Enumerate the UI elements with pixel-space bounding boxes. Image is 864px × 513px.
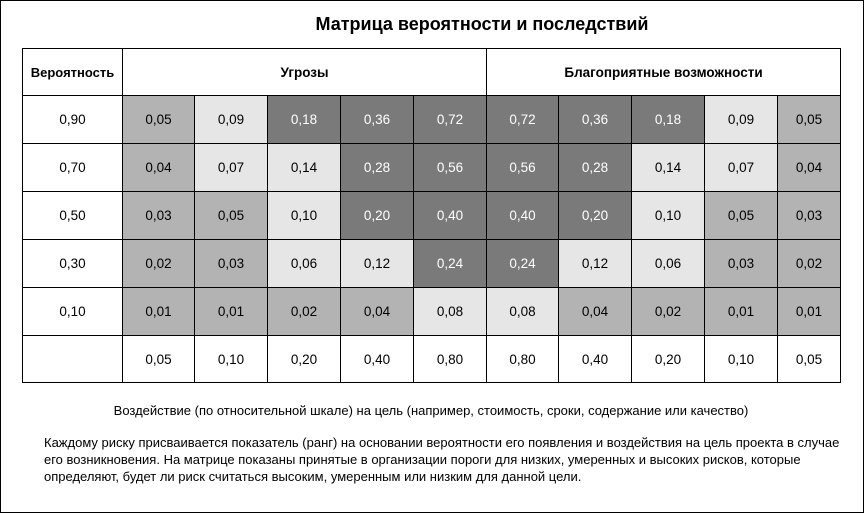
probability-label: 0,50 [23,192,123,240]
matrix-cell: 0,04 [123,144,195,192]
matrix-cell: 0,24 [414,240,487,288]
matrix-cell: 0,56 [487,144,559,192]
matrix-cell: 0,20 [559,192,632,240]
matrix-row [23,288,841,336]
matrix-cell: 0,72 [487,96,559,144]
impact-row [23,336,841,383]
probability-label: 0,30 [23,240,123,288]
impact-label: 0,80 [487,336,559,383]
group-header-0: Угрозы [123,49,487,96]
probability-axis-label: Вероятность [23,49,123,96]
impact-label: 0,20 [632,336,705,383]
matrix-cell: 0,03 [705,240,778,288]
matrix-cell: 0,06 [268,240,341,288]
matrix-cell: 0,04 [559,288,632,336]
chart-title: Матрица вероятности и последствий [315,14,649,34]
probability-impact-matrix [22,48,841,383]
matrix-cell: 0,05 [778,96,841,144]
impact-label: 0,40 [341,336,414,383]
matrix-cell: 0,10 [268,192,341,240]
matrix-cell: 0,05 [123,96,195,144]
matrix-cell: 0,09 [195,96,268,144]
impact-label: 0,10 [705,336,778,383]
matrix-cell: 0,07 [195,144,268,192]
matrix-cell: 0,01 [778,288,841,336]
impact-label: 0,80 [414,336,487,383]
matrix-cell: 0,03 [778,192,841,240]
matrix-cell: 0,02 [632,288,705,336]
matrix-cell: 0,12 [559,240,632,288]
matrix-cell: 0,01 [705,288,778,336]
matrix-cell: 0,04 [341,288,414,336]
impact-label: 0,40 [559,336,632,383]
matrix-cell: 0,56 [414,144,487,192]
matrix-cell: 0,02 [123,240,195,288]
matrix-cell: 0,03 [123,192,195,240]
matrix-cell: 0,06 [632,240,705,288]
matrix-cell: 0,05 [705,192,778,240]
impact-label: 0,20 [268,336,341,383]
impact-label: 0,10 [195,336,268,383]
matrix-cell: 0,05 [195,192,268,240]
matrix-cell: 0,24 [487,240,559,288]
group-header-1: Благоприятные возможности [487,49,841,96]
matrix-cell: 0,12 [341,240,414,288]
matrix-cell: 0,18 [632,96,705,144]
matrix-cell: 0,36 [559,96,632,144]
matrix-cell: 0,08 [414,288,487,336]
matrix-cell: 0,28 [341,144,414,192]
matrix-cell: 0,01 [195,288,268,336]
matrix-row [23,192,841,240]
matrix-cell: 0,04 [778,144,841,192]
matrix-cell: 0,14 [268,144,341,192]
probability-label: 0,70 [23,144,123,192]
matrix-cell: 0,72 [414,96,487,144]
impact-axis-caption: Воздействие (по относительной шкале) на цель (например, стоимость, сроки, содержание или качество) [113,403,749,418]
impact-label: 0,05 [123,336,195,383]
matrix-cell: 0,08 [487,288,559,336]
matrix-description: Каждому риску присваивается показатель (ранг) на основании вероятности его появления и воздействия на цель проекта в случае его возникновения. На матрице показаны принятые в организации пороги для низких, умеренных и высоких рисков, которые определяют, будет ли риск считаться высоким, умеренным или низким для данной цели. [44,435,840,484]
matrix-cell: 0,36 [341,96,414,144]
matrix-header-row [23,49,841,96]
matrix-cell: 0,07 [705,144,778,192]
matrix-cell: 0,10 [632,192,705,240]
matrix-cell: 0,14 [632,144,705,192]
matrix-cell: 0,03 [195,240,268,288]
matrix-cell: 0,18 [268,96,341,144]
probability-label: 0,90 [23,96,123,144]
impact-label: 0,05 [778,336,841,383]
matrix-cell: 0,01 [123,288,195,336]
matrix-row [23,144,841,192]
matrix-row [23,96,841,144]
matrix-cell: 0,02 [268,288,341,336]
matrix-cell: 0,20 [341,192,414,240]
matrix-row [23,240,841,288]
impact-corner-cell [23,336,123,383]
matrix-cell: 0,09 [705,96,778,144]
matrix-cell: 0,28 [559,144,632,192]
matrix-cell: 0,40 [487,192,559,240]
probability-label: 0,10 [23,288,123,336]
matrix-cell: 0,40 [414,192,487,240]
matrix-cell: 0,02 [778,240,841,288]
